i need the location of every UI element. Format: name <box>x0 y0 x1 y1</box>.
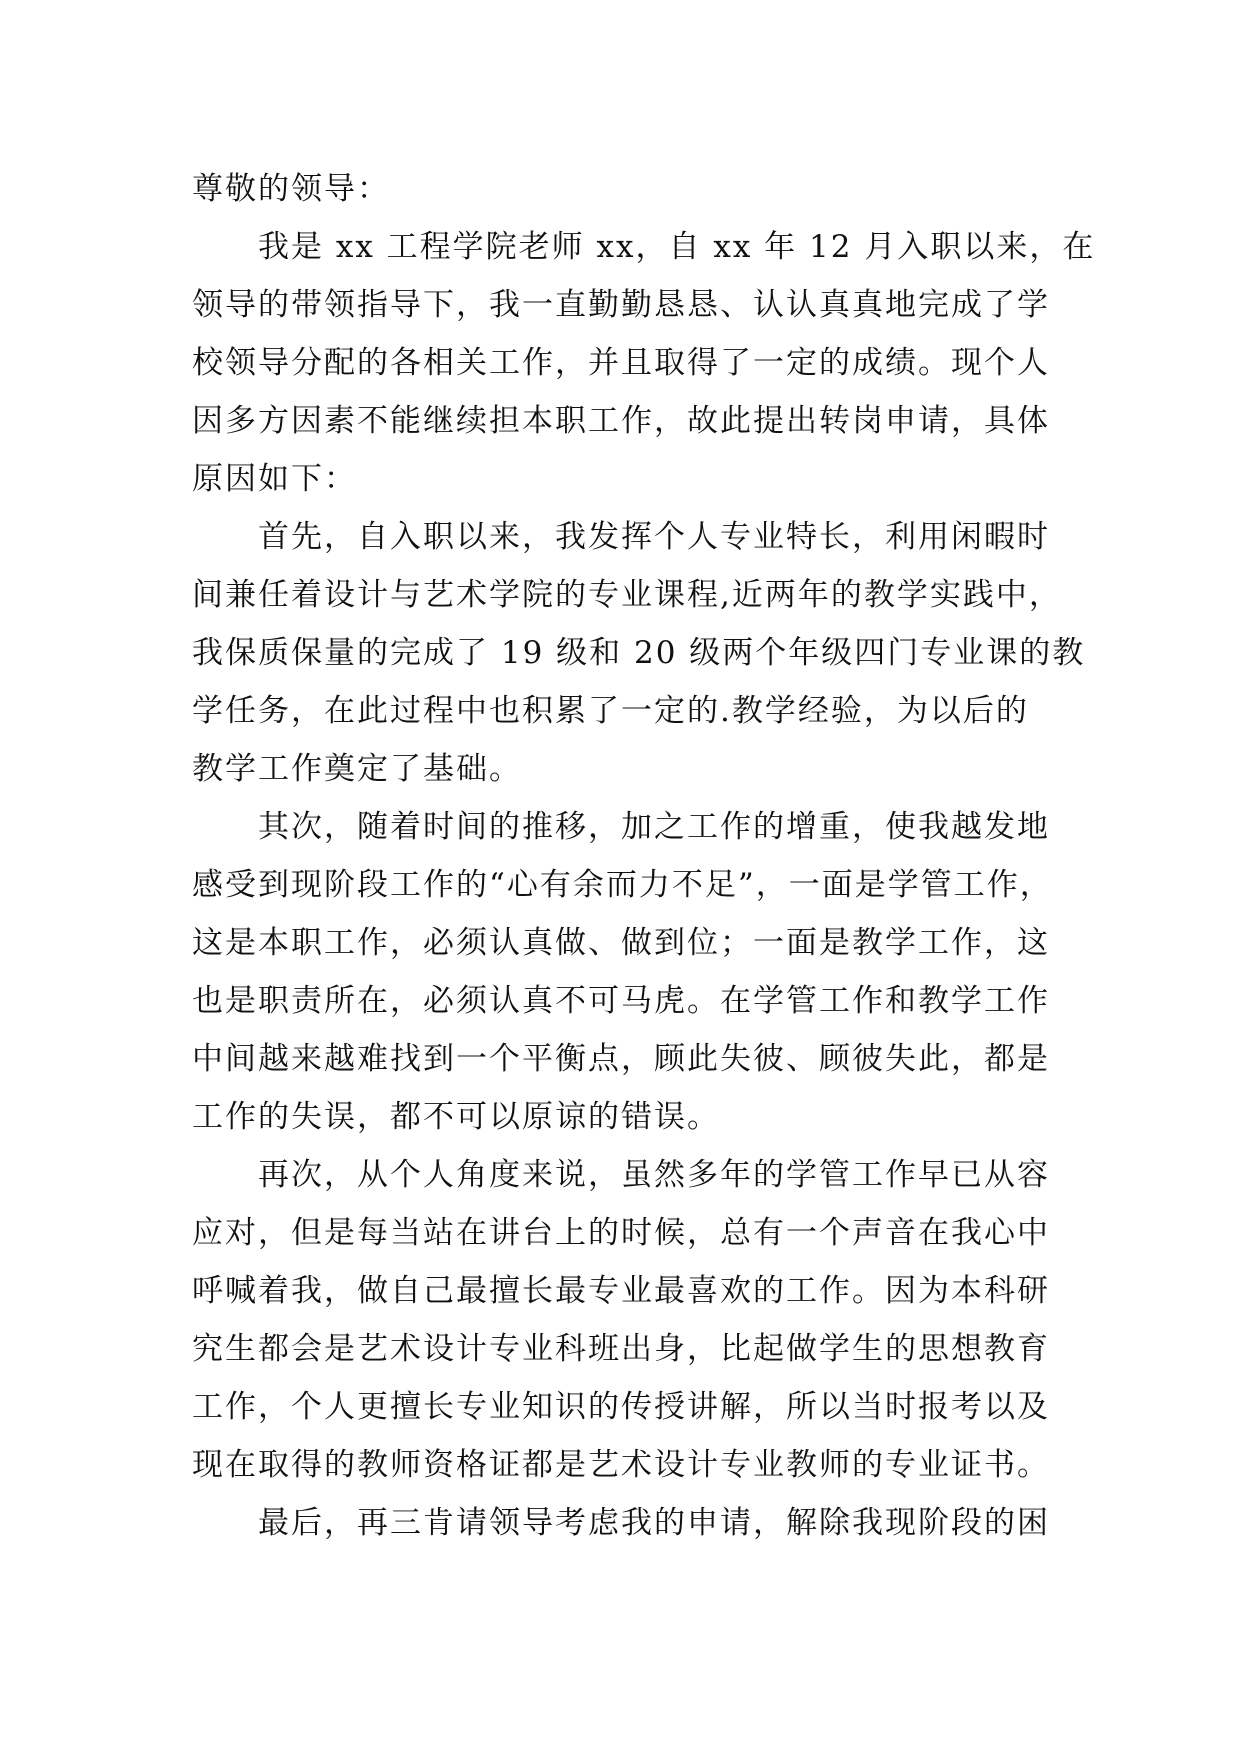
paragraph-line: 校领导分配的各相关工作，并且取得了一定的成绩。现个人 <box>192 345 1050 381</box>
paragraph-line: 因多方因素不能继续担本职工作，故此提出转岗申请，具体 <box>192 403 1050 439</box>
paragraph-line: 工作的失误，都不可以原谅的错误。 <box>192 1099 720 1135</box>
paragraph-line: 究生都会是艺术设计专业科班出身，比起做学生的思想教育 <box>192 1331 1050 1367</box>
paragraph-line: 间兼任着设计与艺术学院的专业课程,近两年的教学实践中， <box>192 577 1062 613</box>
paragraph-line: 现在取得的教师资格证都是艺术设计专业教师的专业证书。 <box>192 1447 1050 1483</box>
paragraph-line: 工作，个人更擅长专业知识的传授讲解，所以当时报考以及 <box>192 1389 1050 1425</box>
paragraph-line: 学任务，在此过程中也积累了一定的.教学经验，为以后的 <box>192 693 1029 729</box>
paragraph-line: 最后，再三肯请领导考虑我的申请，解除我现阶段的困 <box>258 1505 1050 1541</box>
paragraph-line: 其次，随着时间的推移，加之工作的增重，使我越发地 <box>258 809 1050 845</box>
letter-body <box>192 160 1096 1552</box>
paragraph-line: 教学工作奠定了基础。 <box>192 751 522 787</box>
paragraph-line: 呼喊着我，做自己最擅长最专业最喜欢的工作。因为本科研 <box>192 1273 1050 1309</box>
paragraph-line: 应对，但是每当站在讲台上的时候，总有一个声音在我心中 <box>192 1215 1050 1251</box>
paragraph-line: 中间越来越难找到一个平衡点，顾此失彼、顾彼失此，都是 <box>192 1041 1050 1077</box>
salutation-line: 尊敬的领导： <box>192 171 390 207</box>
paragraph-line: 原因如下： <box>192 461 357 497</box>
paragraph-line: 首先，自入职以来，我发挥个人专业特长，利用闲暇时 <box>258 519 1050 555</box>
paragraph-line: 也是职责所在，必须认真不可马虎。在学管工作和教学工作 <box>192 983 1050 1019</box>
paragraph-line: 这是本职工作，必须认真做、做到位；一面是教学工作，这 <box>192 925 1050 961</box>
paragraph-line: 感受到现阶段工作的“心有余而力不足”，一面是学管工作， <box>192 867 1053 903</box>
paragraph-line: 我是 xx 工程学院老师 xx，自 xx 年 12 月入职以来，在 <box>258 229 1096 265</box>
paragraph-line: 我保质保量的完成了 19 级和 20 级两个年级四门专业课的教 <box>192 635 1086 671</box>
paragraph-line: 再次，从个人角度来说，虽然多年的学管工作早已从容 <box>258 1157 1050 1193</box>
paragraph-line: 领导的带领指导下，我一直勤勤恳恳、认认真真地完成了学 <box>192 287 1050 323</box>
